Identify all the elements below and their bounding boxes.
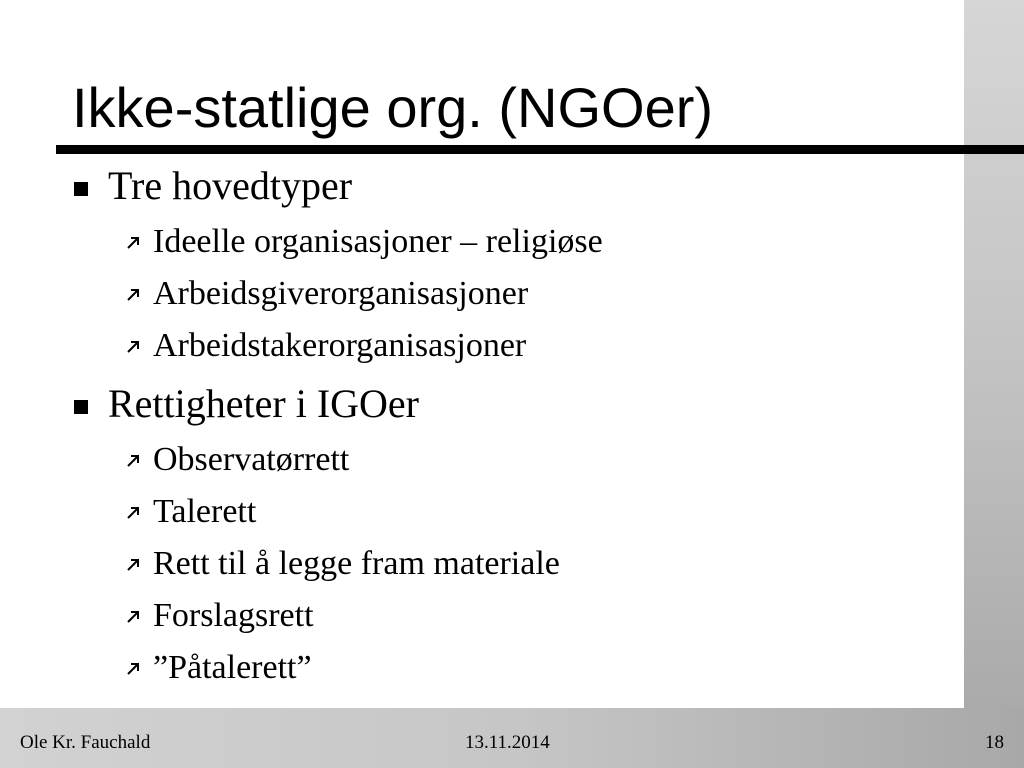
square-bullet-icon bbox=[74, 400, 88, 414]
sub-bullet-text: Observatørrett bbox=[153, 441, 350, 478]
footer-author: Ole Kr. Fauchald bbox=[20, 732, 151, 753]
bullet-text: Rettigheter i IGOer bbox=[108, 381, 419, 426]
sub-bullet-text: Ideelle organisasjoner – religiøse bbox=[153, 223, 603, 260]
arrow-up-right-icon bbox=[124, 556, 142, 574]
sub-bullet-text: Forslagsrett bbox=[153, 597, 314, 634]
footer-page-number: 18 bbox=[985, 732, 1004, 753]
arrow-up-right-icon bbox=[124, 660, 142, 678]
square-bullet-icon bbox=[74, 182, 88, 196]
sub-bullet-text: Arbeidsgiverorganisasjoner bbox=[153, 275, 529, 312]
footer-date: 13.11.2014 bbox=[465, 732, 550, 753]
sub-bullet-text: Rett til å legge fram materiale bbox=[153, 545, 560, 582]
sub-bullet-text: Talerett bbox=[153, 493, 257, 530]
bullet-text: Tre hovedtyper bbox=[108, 163, 353, 208]
right-gradient-band bbox=[964, 0, 1024, 768]
arrow-up-right-icon bbox=[124, 504, 142, 522]
arrow-up-right-icon bbox=[124, 286, 142, 304]
sub-bullet-text: ”Påtalerett” bbox=[153, 649, 312, 686]
sub-bullet-text: Arbeidstakerorganisasjoner bbox=[153, 327, 527, 364]
slide-title: Ikke-statlige org. (NGOer) bbox=[72, 76, 714, 139]
arrow-up-right-icon bbox=[124, 608, 142, 626]
arrow-up-right-icon bbox=[124, 338, 142, 356]
arrow-up-right-icon bbox=[124, 234, 142, 252]
arrow-up-right-icon bbox=[124, 452, 142, 470]
